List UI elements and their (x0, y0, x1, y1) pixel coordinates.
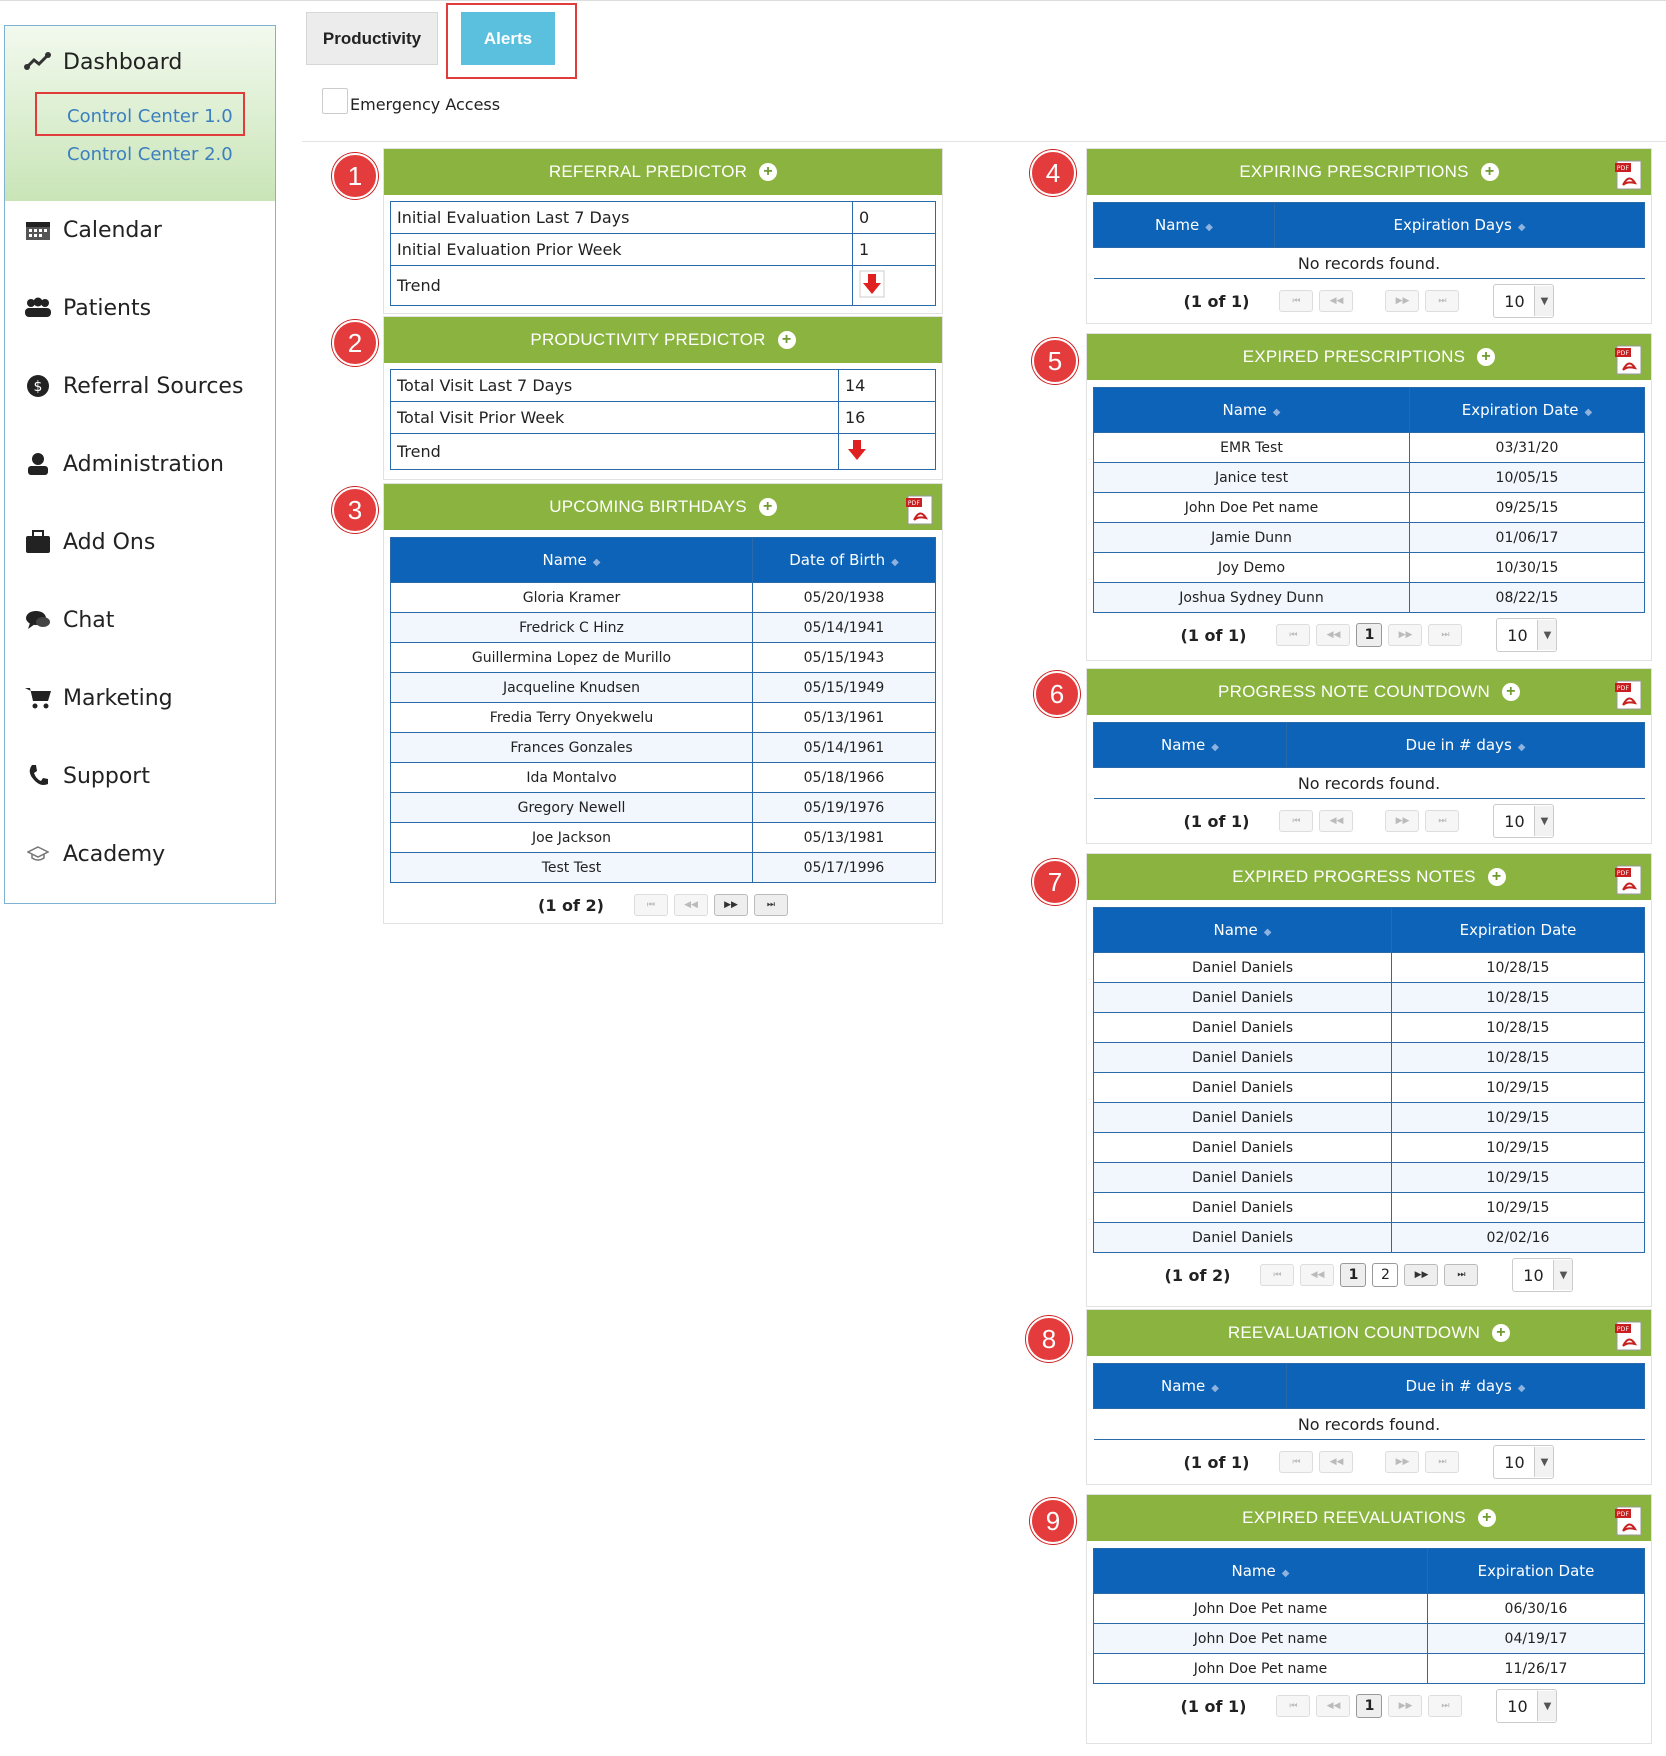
panel-header (1087, 1495, 1651, 1541)
page-count: (1 of 1) (1183, 1452, 1250, 1472)
column-header-due-days[interactable]: Due in # days ◆ (1287, 1364, 1645, 1409)
next-page-button[interactable]: ▶▶ (714, 894, 748, 916)
productivity-table (390, 369, 936, 470)
sort-icon: ◆ (1517, 1383, 1526, 1394)
prev-page-button[interactable]: ◀◀ (1316, 1695, 1350, 1717)
column-header-expiration-date: Expiration Date (1392, 908, 1645, 953)
metric-value: 16 (839, 402, 936, 434)
sidebar-item-chat[interactable] (23, 606, 114, 634)
svg-text:PDF: PDF (1616, 685, 1630, 692)
table-row: Daniel Daniels 10/28/15 (1094, 983, 1645, 1013)
sidebar-item-label: Academy (63, 841, 166, 867)
panel-header (384, 149, 942, 195)
last-page-button[interactable]: ⏭ (1425, 1451, 1459, 1473)
metric-label: Total Visit Prior Week (391, 402, 839, 434)
panel-title: REFERRAL PREDICTOR (548, 162, 748, 181)
table-row: Janice test 10/05/15 (1094, 463, 1645, 493)
first-page-button[interactable]: ⏮ (1279, 290, 1313, 312)
prev-page-button[interactable]: ◀◀ (1319, 1451, 1353, 1473)
sort-icon: ◆ (1272, 407, 1281, 418)
tab-productivity[interactable]: Productivity (306, 12, 438, 65)
sort-icon: ◆ (891, 557, 899, 568)
table-row: John Doe Pet name 11/26/17 (1094, 1654, 1645, 1684)
table-row: Fredrick C Hinz 05/14/1941 (391, 613, 936, 643)
pdf-export-icon[interactable] (1615, 864, 1645, 896)
svg-text:PDF: PDF (1616, 870, 1630, 877)
chevron-down-icon: ▼ (1553, 1260, 1572, 1290)
sort-icon: ◆ (1281, 1568, 1290, 1579)
page-count: (1 of 2) (538, 895, 604, 915)
rows-per-page-select[interactable]: 10 ▼ (1493, 284, 1554, 318)
first-page-button[interactable]: ⏮ (1276, 1695, 1310, 1717)
phone-icon (23, 762, 53, 790)
sidebar-item-marketing[interactable] (23, 684, 173, 712)
expired-reevaluations-table (1093, 1548, 1645, 1684)
table-row: Ida Montalvo 05/18/1966 (391, 763, 936, 793)
svg-text:PDF: PDF (907, 500, 921, 507)
referral-table (390, 201, 936, 306)
metric-label: Total Visit Last 7 Days (391, 370, 839, 402)
table-row: Daniel Daniels 10/28/15 (1094, 1043, 1645, 1073)
table-row: Daniel Daniels 10/29/15 (1094, 1103, 1645, 1133)
page-number-button[interactable]: 1 (1356, 1694, 1382, 1718)
chevron-down-icon: ▼ (1534, 286, 1553, 316)
sidebar-item-label: Marketing (63, 685, 173, 711)
svg-text:PDF: PDF (1616, 1511, 1630, 1518)
cart-icon (23, 684, 53, 712)
table-row: Daniel Daniels 10/29/15 (1094, 1193, 1645, 1223)
badge-5: 5 (1032, 338, 1078, 384)
metric-value: 1 (853, 234, 936, 266)
table-row: Daniel Daniels 02/02/16 (1094, 1223, 1645, 1253)
empty-message: No records found. (1094, 1409, 1645, 1440)
next-page-button[interactable]: ▶▶ (1404, 1264, 1438, 1286)
page-count: (1 of 2) (1164, 1265, 1231, 1285)
table-row: Joy Demo 10/30/15 (1094, 553, 1645, 583)
metric-label: Initial Evaluation Prior Week (391, 234, 853, 266)
prev-page-button[interactable]: ◀◀ (1319, 290, 1353, 312)
pdf-export-icon[interactable] (1615, 344, 1645, 376)
sidebar-item-label: Patients (63, 295, 152, 321)
badge-9: 9 (1030, 1498, 1076, 1544)
sidebar-item-academy[interactable] (23, 840, 165, 868)
table-row: Daniel Daniels 10/28/15 (1094, 1013, 1645, 1043)
plus-icon[interactable]: + (1492, 1324, 1510, 1342)
chevron-down-icon: ▼ (1534, 806, 1553, 836)
sidebar-item-referral-sources[interactable] (23, 372, 243, 400)
prev-page-button[interactable]: ◀◀ (1300, 1264, 1334, 1286)
panel-title: REEVALUATION COUNTDOWN (1227, 1323, 1481, 1342)
calendar-icon (23, 216, 53, 244)
metric-value: 14 (839, 370, 936, 402)
table-row: Daniel Daniels 10/29/15 (1094, 1073, 1645, 1103)
svg-text:PDF: PDF (1616, 1326, 1630, 1333)
emergency-access[interactable] (322, 88, 500, 114)
top-border (0, 0, 1666, 7)
table-row: Test Test 05/17/1996 (391, 853, 936, 883)
metric-value: 0 (853, 202, 936, 234)
last-page-button[interactable]: ⏭ (754, 894, 788, 916)
panel-title: EXPIRED PRESCRIPTIONS (1242, 347, 1466, 366)
plus-icon[interactable]: + (1481, 163, 1499, 181)
referral-predictor-panel (383, 148, 943, 314)
table-row: Joshua Sydney Dunn 08/22/15 (1094, 583, 1645, 613)
sort-icon: ◆ (592, 557, 601, 568)
panel-header (384, 484, 942, 530)
birthdays-rows (391, 583, 936, 883)
next-page-button[interactable]: ▶▶ (1385, 810, 1419, 832)
last-page-button[interactable]: ⏭ (1444, 1264, 1478, 1286)
column-header-date-of-birth[interactable]: Date of Birth ◆ (753, 538, 936, 583)
chat-icon (23, 606, 53, 634)
sidebar-item-label: Referral Sources (63, 373, 244, 399)
reevaluation-countdown-table (1093, 1363, 1645, 1440)
panel-header (1087, 334, 1651, 380)
dollar-icon (23, 372, 53, 400)
column-header-name[interactable]: Name ◆ (1094, 723, 1287, 768)
page-count: (1 of 1) (1180, 1696, 1247, 1716)
panel-header (1087, 669, 1651, 715)
plus-icon[interactable]: + (759, 498, 777, 516)
pdf-export-icon[interactable] (1615, 679, 1645, 711)
column-header-expiration-date[interactable]: Expiration Date ◆ (1410, 388, 1645, 433)
birthdays-table (390, 537, 936, 883)
column-header-expiration-days[interactable]: Expiration Days ◆ (1275, 203, 1645, 248)
metric-label: Initial Evaluation Last 7 Days (391, 202, 853, 234)
pager (1087, 1440, 1651, 1484)
trend-cell (853, 266, 936, 306)
empty-message: No records found. (1094, 768, 1645, 799)
next-page-button[interactable]: ▶▶ (1388, 624, 1422, 646)
sidebar-item-patients[interactable] (23, 294, 151, 322)
empty-message: No records found. (1094, 248, 1645, 279)
expired-progress-notes-panel (1086, 853, 1652, 1307)
highlight-box (35, 92, 245, 136)
table-row: Jamie Dunn 01/06/17 (1094, 523, 1645, 553)
table-row: Daniel Daniels 10/29/15 (1094, 1133, 1645, 1163)
chevron-down-icon: ▼ (1534, 1447, 1553, 1477)
svg-text:PDF: PDF (1616, 165, 1630, 172)
first-page-button[interactable]: ⏮ (634, 894, 668, 916)
rows-per-page-select[interactable]: 10 ▼ (1496, 1689, 1557, 1723)
expiring-prescriptions-panel (1086, 148, 1652, 324)
panel-title: UPCOMING BIRTHDAYS (549, 497, 747, 516)
expired-prescriptions-panel (1086, 333, 1652, 661)
badge-3: 3 (332, 487, 378, 533)
sort-icon: ◆ (1205, 222, 1213, 233)
column-header-name[interactable]: Name ◆ (1094, 1364, 1287, 1409)
column-header-name[interactable]: Name ◆ (391, 538, 753, 583)
pager (1087, 613, 1651, 657)
productivity-predictor-panel (383, 316, 943, 480)
last-page-button[interactable]: ⏭ (1428, 1695, 1462, 1717)
patient-link[interactable]: Joe Jackson (391, 823, 753, 853)
sidebar-item-add-ons[interactable] (23, 528, 155, 556)
svg-text:PDF: PDF (1616, 350, 1630, 357)
patients-icon (23, 294, 53, 322)
sidebar-item-calendar[interactable] (23, 216, 162, 244)
first-page-button[interactable]: ⏮ (1276, 624, 1310, 646)
pager (1087, 799, 1651, 843)
column-header-name[interactable]: Name ◆ (1094, 908, 1392, 953)
trend-down-icon (859, 270, 885, 298)
table-row: John Doe Pet name 06/30/16 (1094, 1594, 1645, 1624)
sidebar-item-label: Chat (63, 607, 115, 633)
table-row: Frances Gonzales 05/14/1961 (391, 733, 936, 763)
expiring-prescriptions-table (1093, 202, 1645, 279)
column-header-name[interactable]: Name ◆ (1094, 1549, 1428, 1594)
panel-title: EXPIRED PROGRESS NOTES (1232, 867, 1476, 886)
progress-note-countdown-table (1093, 722, 1645, 799)
sidebar-item-support[interactable] (23, 762, 150, 790)
panel-header (1087, 854, 1651, 900)
pdf-export-icon[interactable] (1615, 159, 1645, 191)
table-row: Fredia Terry Onyekwelu 05/13/1961 (391, 703, 936, 733)
sidebar-subitem-control-center-1[interactable]: Control Center 1.0 (67, 106, 233, 127)
badge-8: 8 (1026, 1316, 1072, 1362)
table-row: EMR Test 03/31/20 (1094, 433, 1645, 463)
metric-label: Trend (391, 434, 839, 470)
reevaluation-countdown-panel (1086, 1309, 1652, 1485)
table-row: Gloria Kramer 05/20/1938 (391, 583, 936, 613)
chevron-down-icon: ▼ (1537, 620, 1556, 650)
plus-icon[interactable]: + (1477, 348, 1495, 366)
table-row: Joe Jackson 05/13/1981 (391, 823, 936, 853)
emergency-access-label: Emergency Access (350, 95, 501, 114)
chevron-down-icon: ▼ (1537, 1691, 1556, 1721)
table-row: John Doe Pet name 09/25/15 (1094, 493, 1645, 523)
sort-icon: ◆ (1211, 1383, 1219, 1394)
table-row: Daniel Daniels 10/29/15 (1094, 1163, 1645, 1193)
sidebar-item-label: Add Ons (63, 529, 156, 555)
expired-prescriptions-table (1093, 387, 1645, 613)
metric-label: Trend (391, 266, 853, 306)
sidebar-subitem-control-center-2[interactable]: Control Center 2.0 (67, 144, 233, 165)
plus-icon[interactable]: + (1502, 683, 1520, 701)
rows-per-page-select[interactable]: 10 ▼ (1493, 804, 1554, 838)
badge-2: 2 (332, 320, 378, 366)
page-number-button[interactable]: 1 (1356, 623, 1382, 647)
plus-icon[interactable]: + (1488, 868, 1506, 886)
upcoming-birthdays-panel (383, 483, 943, 924)
pager (384, 883, 942, 927)
rows-per-page-select[interactable]: 10 ▼ (1493, 1445, 1554, 1479)
pdf-export-icon[interactable] (1615, 1505, 1645, 1537)
panel-title: EXPIRED REEVALUATIONS (1242, 1508, 1466, 1527)
sidebar (4, 25, 276, 904)
page-count: (1 of 1) (1183, 811, 1250, 831)
table-row: John Doe Pet name 04/19/17 (1094, 1624, 1645, 1654)
column-header-name[interactable]: Name ◆ (1094, 203, 1275, 248)
table-row: Gregory Newell 05/19/1976 (391, 793, 936, 823)
sidebar-item-label: Support (63, 763, 150, 789)
sidebar-item-label: Calendar (63, 217, 162, 243)
next-page-button[interactable]: ▶▶ (1388, 1695, 1422, 1717)
sidebar-item-dashboard[interactable] (23, 48, 182, 76)
pager (1087, 279, 1651, 323)
page-count: (1 of 1) (1180, 625, 1247, 645)
page-number-button[interactable]: 1 (1340, 1263, 1366, 1287)
panel-header (1087, 149, 1651, 195)
sidebar-item-label: Administration (63, 451, 224, 477)
page-count: (1 of 1) (1183, 291, 1250, 311)
plus-icon[interactable]: + (778, 331, 796, 349)
sort-icon: ◆ (1517, 742, 1526, 753)
panel-header (384, 317, 942, 363)
column-header-expiration-date: Expiration Date (1428, 1549, 1645, 1594)
plus-icon[interactable]: + (1478, 1509, 1496, 1527)
sort-icon: ◆ (1263, 927, 1272, 938)
badge-4: 4 (1030, 150, 1076, 196)
panel-title: EXPIRING PRESCRIPTIONS (1239, 162, 1469, 181)
last-page-button[interactable]: ⏭ (1425, 810, 1459, 832)
badge-7: 7 (1032, 859, 1078, 905)
progress-note-countdown-panel (1086, 668, 1652, 844)
sidebar-item-administration[interactable] (23, 450, 224, 478)
divider (302, 141, 1666, 142)
sort-icon: ◆ (1517, 222, 1526, 233)
panel-title: PRODUCTIVITY PREDICTOR (530, 330, 766, 349)
prev-page-button[interactable]: ◀◀ (1316, 624, 1350, 646)
next-page-button[interactable]: ▶▶ (1385, 1451, 1419, 1473)
badge-6: 6 (1034, 671, 1080, 717)
tab-alerts[interactable]: Alerts (461, 12, 555, 65)
pager (1087, 1253, 1651, 1297)
prev-page-button[interactable]: ◀◀ (674, 894, 708, 916)
highlight-box (446, 3, 577, 79)
sidebar-item-label: Dashboard (63, 49, 183, 75)
prev-page-button[interactable]: ◀◀ (1319, 810, 1353, 832)
page-number-button[interactable]: 2 (1372, 1263, 1398, 1287)
user-icon (23, 450, 53, 478)
first-page-button[interactable]: ⏮ (1260, 1264, 1294, 1286)
sort-icon: ◆ (1211, 742, 1219, 753)
plus-icon[interactable]: + (759, 163, 777, 181)
expired-progress-notes-table (1093, 907, 1645, 1253)
first-page-button[interactable]: ⏮ (1279, 810, 1313, 832)
panel-title: PROGRESS NOTE COUNTDOWN (1218, 682, 1490, 701)
pdf-export-icon[interactable] (906, 494, 936, 526)
last-page-button[interactable]: ⏭ (1425, 290, 1459, 312)
table-row: Jacqueline Knudsen 05/15/1949 (391, 673, 936, 703)
column-header-due-days[interactable]: Due in # days ◆ (1287, 723, 1645, 768)
svg-text:$: $ (33, 379, 43, 395)
column-header-name[interactable]: Name ◆ (1094, 388, 1410, 433)
sort-icon: ◆ (1584, 407, 1593, 418)
sidebar-dashboard-section (5, 26, 275, 201)
first-page-button[interactable]: ⏮ (1279, 1451, 1313, 1473)
panel-header (1087, 1310, 1651, 1356)
rows-per-page-select[interactable]: 10 ▼ (1496, 618, 1557, 652)
last-page-button[interactable]: ⏭ (1428, 624, 1462, 646)
pdf-export-icon[interactable] (1615, 1320, 1645, 1352)
emergency-access-checkbox[interactable] (322, 88, 348, 114)
next-page-button[interactable]: ▶▶ (1385, 290, 1419, 312)
table-row: Daniel Daniels 10/28/15 (1094, 953, 1645, 983)
pager (1087, 1684, 1651, 1728)
rows-per-page-select[interactable]: 10 ▼ (1512, 1258, 1573, 1292)
trend-down-icon (845, 437, 869, 463)
badge-1: 1 (332, 153, 378, 199)
graduation-cap-icon (23, 840, 53, 868)
briefcase-icon (23, 528, 53, 556)
table-row: Guillermina Lopez de Murillo 05/15/1943 (391, 643, 936, 673)
trend-cell (839, 434, 936, 470)
dashboard-icon (23, 48, 53, 76)
expired-reevaluations-panel (1086, 1494, 1652, 1744)
